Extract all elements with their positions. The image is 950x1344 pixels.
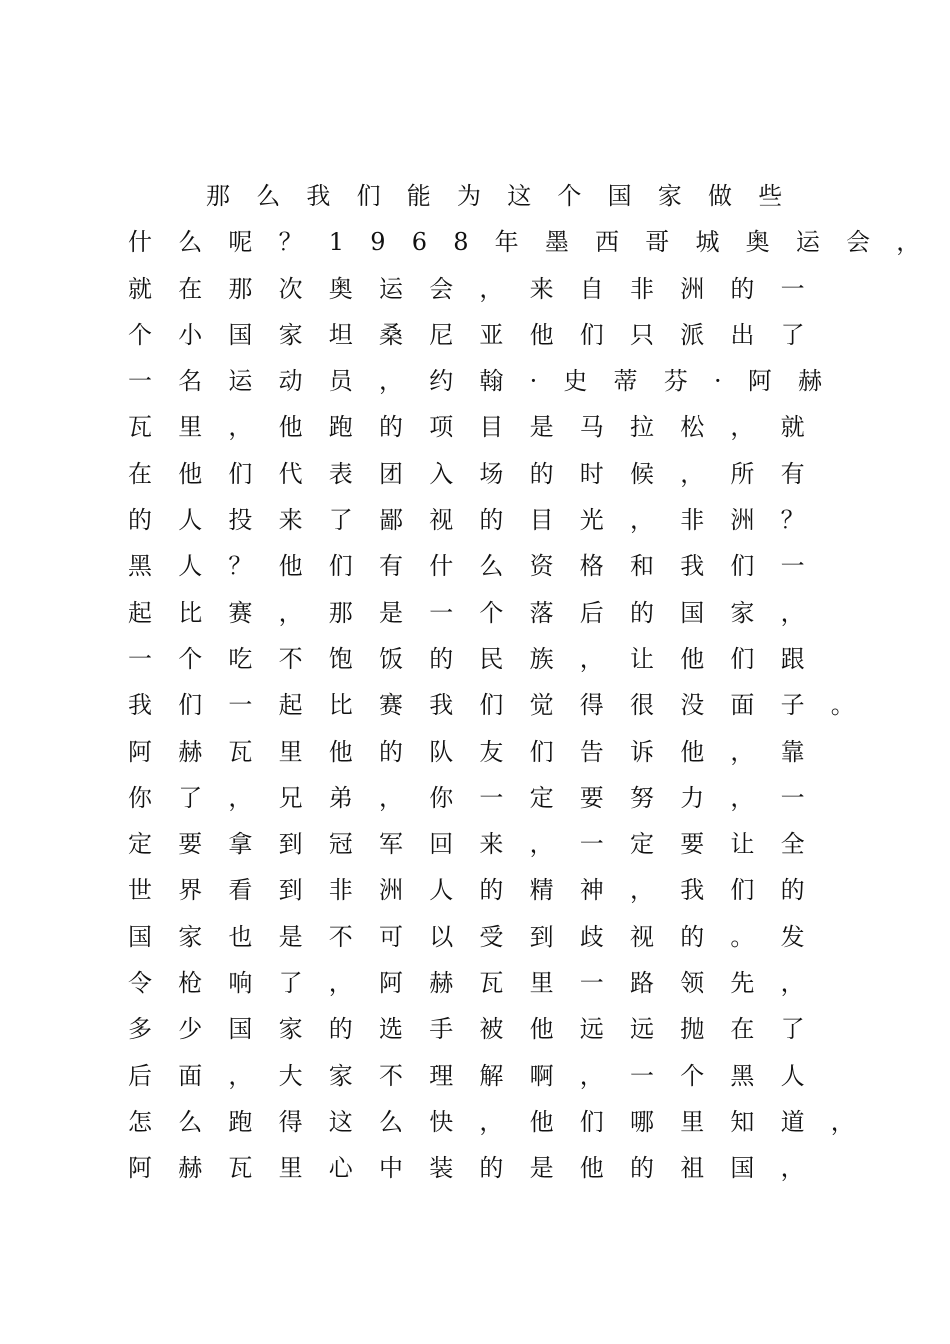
text-line-content: 那么我们能为这个国家做些 <box>206 182 809 210</box>
text-line-content: 就在那次奥运会，来自非洲的一 <box>128 274 831 303</box>
text-line <box>128 543 888 589</box>
text-line <box>128 497 888 543</box>
text-line <box>128 729 888 775</box>
text-line <box>128 590 888 636</box>
text-line-content: 国家也是不可以受到歧视的。发 <box>128 922 831 951</box>
text-line-content: 一名运动员，约翰·史蒂芬·阿赫 <box>128 367 849 396</box>
text-line <box>128 636 888 682</box>
text-line <box>128 266 888 312</box>
text-line <box>128 312 888 358</box>
text-line-content: 令枪响了，阿赫瓦里一路领先， <box>128 969 831 998</box>
text-line <box>128 451 888 497</box>
text-line <box>128 960 888 1006</box>
text-line-content: 阿赫瓦里心中装的是他的祖国， <box>128 1154 831 1183</box>
text-line-content: 起比赛，那是一个落后的国家， <box>128 598 831 627</box>
body-text <box>128 173 947 1192</box>
text-line <box>128 219 947 265</box>
text-line-content: 怎么跑得这么快，他们哪里知道， <box>128 1107 881 1136</box>
text-line-content: 的人投来了鄙视的目光，非洲？ <box>128 506 831 535</box>
text-line <box>128 358 888 404</box>
text-line <box>128 867 888 913</box>
text-line <box>128 1053 888 1099</box>
text-line-content: 定要拿到冠军回来，一定要让全 <box>128 830 831 859</box>
text-line <box>128 775 888 821</box>
text-line <box>128 404 888 450</box>
text-line <box>128 821 888 867</box>
text-line <box>128 173 888 219</box>
text-line-content: 你了，兄弟，你一定要努力，一 <box>128 783 831 812</box>
text-line-content: 我们一起比赛我们觉得很没面子。 <box>128 691 881 720</box>
text-line-content: 后面，大家不理解啊，一个黑人 <box>128 1061 831 1090</box>
text-line-content: 多少国家的选手被他远远抛在了 <box>128 1015 831 1044</box>
text-line-content: 在他们代表团入场的时候，所有 <box>128 459 831 488</box>
text-line-content: 一个吃不饱饭的民族，让他们跟 <box>128 644 831 673</box>
text-line <box>128 682 888 728</box>
text-line-content: 黑人？他们有什么资格和我们一 <box>128 552 831 581</box>
text-line <box>128 1145 888 1191</box>
text-line <box>128 1099 888 1145</box>
text-line <box>128 1006 888 1052</box>
text-line-content: 个小国家坦桑尼亚他们只派出了 <box>128 320 831 349</box>
text-line <box>128 914 888 960</box>
text-line-content: 什么呢？1968年墨西哥城奥运会， <box>128 228 947 257</box>
text-line-content: 世界看到非洲人的精神，我们的 <box>128 876 831 905</box>
text-line-content: 阿赫瓦里他的队友们告诉他，靠 <box>128 737 831 766</box>
text-line-content: 瓦里，他跑的项目是马拉松，就 <box>128 413 831 442</box>
